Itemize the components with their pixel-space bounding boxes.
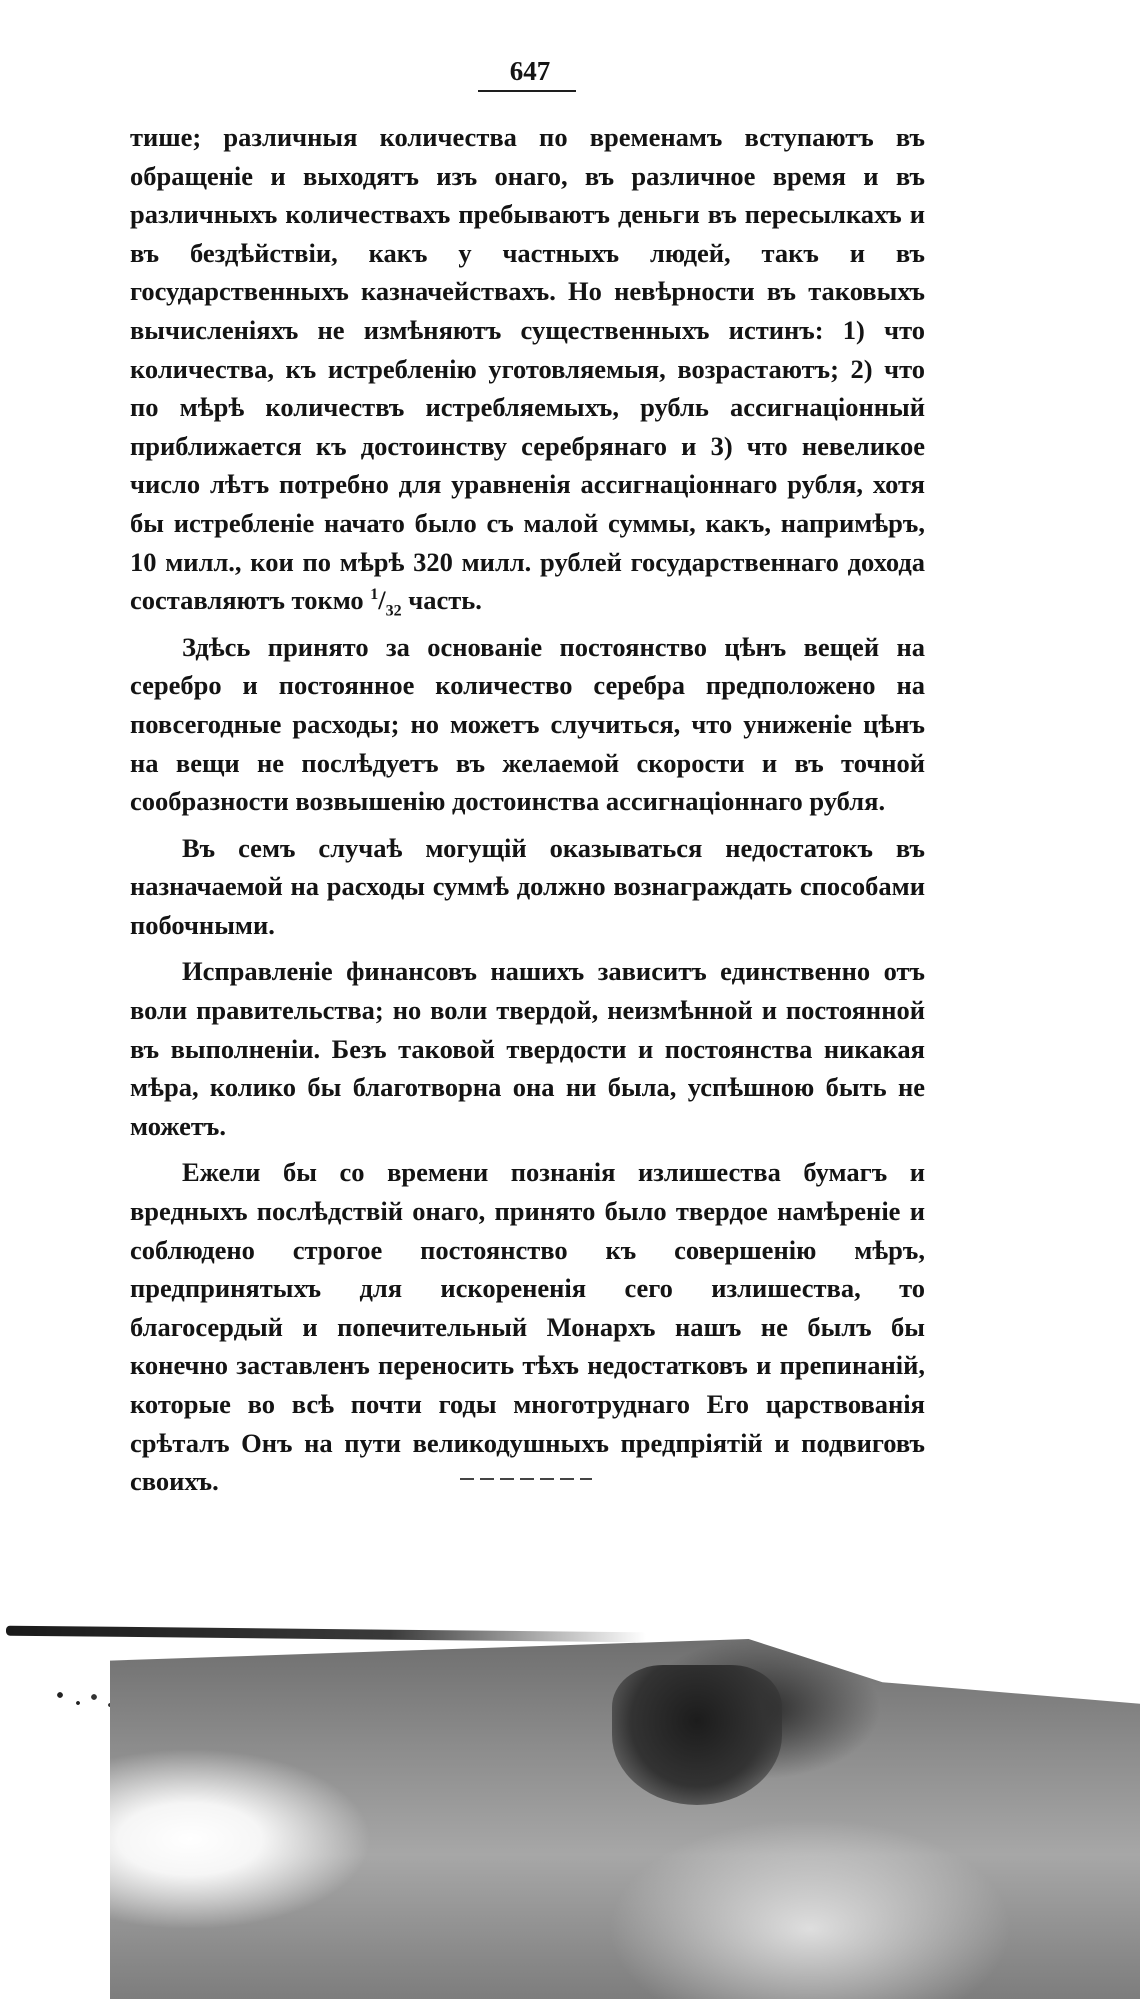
page-number: 647 bbox=[509, 56, 551, 86]
fraction-numerator: 1 bbox=[370, 586, 379, 604]
smudge-dark-region bbox=[612, 1665, 782, 1805]
smudge-top-edge bbox=[6, 1626, 646, 1643]
paragraph-1-text: тише; различныя количества по временамъ вступаютъ въ обращеніе и выходятъ изъ онаго, въ различное время и въ различныхъ количествахъ пребываютъ деньги въ пересылкахъ и въ бездѣйствіи, какъ у частныхъ людей, такъ и въ государственныхъ казначействахъ. Но невѣрности въ таковыхъ вычисленіяхъ не измѣняютъ существенныхъ истинъ: 1) что количества, къ истребленію уготовляемыя, возрастаютъ; 2) что по мѣрѣ количествъ истребляемыхъ, рубль ассигнаціонный приближается къ достоинству серебрянаго и 3) что невеликое число лѣтъ потребно для уравненія ассигнаціоннаго рубля, хотя бы истребленіе начато было съ малой суммы, какъ, напримѣръ, 10 милл., кои по мѣрѣ 320 милл. рублей государственнаго дохода составляютъ токмо bbox=[130, 122, 925, 616]
text-body bbox=[130, 118, 925, 1509]
paragraph-4: Исправленіе финансовъ нашихъ зависитъ единственно отъ воли правительства; но воли твердой, неизмѣнной и постоянной въ выполненіи. Безъ таковой твердости и постоянства никакая мѣра, колико бы благотворна она ни была, успѣшною быть не можетъ. bbox=[130, 956, 925, 1141]
fraction-denominator: 32 bbox=[385, 602, 402, 620]
paragraph-1 bbox=[130, 118, 925, 620]
paragraph-5: Ежели бы со времени познанія излишества бумагъ и вредныхъ послѣдствій онаго, принято было твердое намѣреніе и соблюдено строгое постоянство къ совершенію мѣръ, предпринятыхъ для искорененія сего излишества, то благосердый и попечительный Монархъ нашъ не былъ бы конечно заставленъ переносить тѣхъ недостатковъ и препинаній, которые во всѣ почти годы многотруднаго Его царствованія срѣталъ Онъ на пути великодушныхъ предпріятій и подвиговъ своихъ. bbox=[130, 1157, 925, 1497]
paragraph-2: Здѣсь принято за основаніе постоянство цѣнъ вещей на серебро и постоянное количество серебра предположено на повсегодные расходы; но можетъ случиться, что униженіе цѣнъ на вещи не послѣдуетъ въ желаемой скорости и въ точной сообразности возвышенію достоинства ассигнаціоннаго рубля. bbox=[130, 631, 925, 817]
paragraph-3: Въ семъ случаѣ могущій оказываться недостатокъ въ назначаемой на расходы суммѣ должно вознаграждать способами побочными. bbox=[130, 832, 925, 940]
fraction-suffix: часть. bbox=[408, 585, 482, 616]
scan-smudge-image bbox=[0, 1625, 1140, 1999]
smudge-specks bbox=[50, 1685, 120, 1715]
page-number-rule bbox=[478, 90, 576, 92]
end-divider bbox=[460, 1478, 592, 1480]
fraction: $^1/_{32}$ bbox=[370, 585, 402, 620]
